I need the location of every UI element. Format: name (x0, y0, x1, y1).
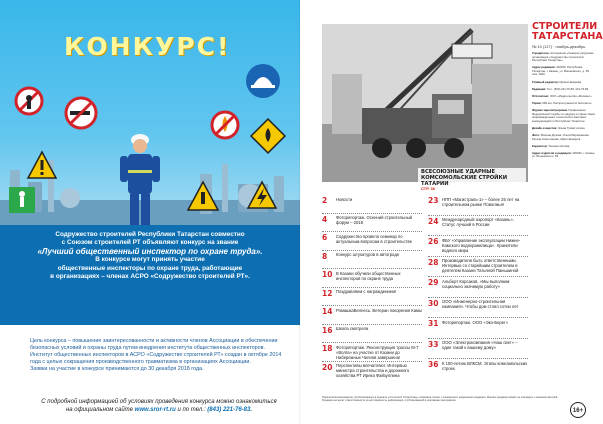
no-smoking-sign-icon (64, 96, 98, 130)
toc-separator (322, 305, 422, 306)
warning-triangle-sign-icon (26, 150, 58, 180)
masthead (532, 52, 596, 162)
emergency-exit-sign-icon (8, 186, 36, 214)
toc-entry-title: Производители быть ответственными. Интервью со старейшим строителем и деятелем Казани Татьяной Паньшиной (442, 258, 519, 273)
toc-page-number: 28 (428, 257, 439, 267)
masthead-text: 999 экз. Распространяется бесплатно (542, 100, 592, 105)
toc-page-number: 18 (322, 344, 333, 353)
masthead-heading: Адрес издателя и редакции: (532, 150, 572, 155)
toc-page-number: 12 (322, 288, 333, 298)
banner-line-2: с Союзом строителей РТ объявляют конкурс на звание (61, 239, 239, 247)
photo-caption (418, 168, 526, 190)
masthead-text: Марина Дулова, Ольга Мирзаханова, Регина Ахметзянова, Айрат Шакиров (532, 132, 590, 141)
toc-entry-title: ООО «Электрокомпания «Наш свет» – один такой к вашему дому» (442, 340, 518, 350)
toc-separator (428, 297, 528, 298)
toc-entry-title: Фоторепортаж. ООО «Эко-Берег» (442, 319, 508, 325)
contest-institute-paragraph: Институт общественных инспекторов в АСРО «Содружество строителей РТ» создан в октябре 2014 года с целью сокращения производственного травматизма в организациях Ассоциации. (30, 352, 282, 365)
masthead-text: Элина Тухватуллина (557, 125, 585, 130)
toc-entry-title: Альберт Корсаков. «Мы выполним социально значимую работу» (442, 278, 510, 289)
hard-hat-required-sign-icon (244, 62, 282, 100)
toc-separator (322, 361, 422, 362)
toc-page-number: 33 (428, 339, 439, 349)
toc-page-number: 4 (322, 214, 328, 224)
phone-prefix: и по тел.: (175, 407, 208, 413)
toc-entry-title: Перспективы впечатляют. Интервью министра строительства и дорожного хозяйства РТ Ирека Файзуллина (336, 363, 410, 378)
masthead-heading: Корректор: (532, 143, 548, 148)
toc-page-number: 20 (322, 362, 333, 372)
toc-page-number: 26 (428, 237, 439, 246)
masthead-block (532, 81, 596, 85)
page-gutter (299, 0, 301, 424)
crane-archive-photo (322, 24, 528, 191)
toc-separator (428, 338, 528, 339)
banner-line-1: Содружество строителей Республики Татарстан совместно (55, 231, 245, 238)
no-fire-sign-icon (210, 110, 240, 140)
masthead-block (532, 145, 596, 149)
photo-caption-page: СТР. 36 (421, 186, 435, 191)
contest-title: КОНКУРС! (64, 32, 231, 61)
contents-page (300, 0, 603, 424)
masthead-heading: Дизайн и верстка: (532, 125, 558, 130)
masthead-block (532, 109, 596, 123)
toc-page-number: 14 (322, 307, 333, 316)
flammable-warning-sign-icon (252, 120, 284, 152)
masthead-heading: Главный редактор: (532, 79, 559, 84)
toc-separator (322, 324, 422, 325)
toc-page-number: 23 (428, 196, 439, 205)
toc-entry-title: Поздравляем с награждением! (336, 289, 397, 294)
toc-separator (428, 215, 528, 216)
masthead-block (532, 66, 596, 77)
banner-line-4: В конкурсе могут принять участие (95, 256, 205, 264)
toc-separator (322, 287, 422, 288)
masthead-text: Ассоциация «Саморегулируемая организация «Содружество строителей Республики Татарстан» (532, 51, 594, 63)
contest-deadline-paragraph: Заявки на участие в конкурсе принимаются до 30 декабря 2018 года. (30, 366, 204, 372)
masthead-heading: Редакция: (532, 86, 547, 91)
masthead-text: Управлением Федеральной службы по надзору в сфере связи, информационных технологий и массовых коммуникаций по Республике Татарстан (532, 107, 596, 123)
crane-truck-photo-illustration (322, 24, 528, 182)
masthead-block (532, 152, 596, 159)
contest-page (0, 0, 300, 424)
banner-line-5: общественные инспекторы по охране труда, работающие (57, 264, 243, 272)
no-entry-sign-icon (14, 86, 44, 116)
toc-separator (428, 317, 528, 318)
toc-separator (322, 268, 422, 269)
masthead-block (532, 88, 596, 92)
toc-entry-title: В Казани обучили общественных инспекторов по охране труда (336, 270, 401, 281)
toc-entry-title: РомашкаВелнесь. Ветеран покорения Камы (336, 307, 422, 313)
masthead-heading: Тираж: (532, 100, 542, 105)
masthead-text: 420043, Республика Татарстан, г. Казань, ул. Вишневского, д. 59, пом. 1000 (532, 65, 590, 77)
toc-entry-title: Новости (336, 196, 353, 202)
toc-separator (428, 276, 528, 277)
toc-entry-title: Фоторепортаж. Реконструкция трассы М-7 «Волга» на участке от Казани до Набережных Челнов завершена! (336, 344, 419, 360)
toc-separator (322, 342, 422, 343)
contact-info-prefix: на официальном сайте (66, 407, 135, 413)
masthead-heading: Отпечатано: (532, 93, 550, 98)
masthead-block (532, 102, 596, 106)
photo-caption-title: ВСЕСОЮЗНЫЕ УДАРНЫЕ КОМСОМОЛЬСКИЕ СТРОЙКИ ТАТАРИИ (421, 169, 508, 187)
toc-entry-title: ООО «Инженерно-строительная компания». Чтобы дом стоял сотни лет (442, 299, 519, 309)
toc-entry-title: Фоторепортаж. Осенний строительный форум – 2018 (336, 215, 412, 225)
toc-page-number: 36 (428, 360, 439, 369)
masthead-block (532, 52, 596, 63)
toc-page-number: 31 (428, 319, 439, 328)
toc-page-number: 30 (428, 298, 439, 308)
toc-page-number: 6 (322, 233, 328, 242)
toc-separator (428, 256, 528, 257)
toc-entry-title: Школа смотрела (336, 326, 369, 331)
toc-entry-title: К 100-летию ВЛКСМ. Этапы комсомольских строек (442, 360, 528, 371)
electric-hazard-sign-icon (246, 180, 278, 210)
banner-line-3: «Лучший общественный инспектор по охране труда». (37, 246, 263, 256)
masthead-heading: Журнал зарегистрирован (532, 107, 568, 112)
age-rating-badge: 16+ (570, 402, 586, 418)
contest-contact-info (28, 398, 290, 414)
contest-description (30, 338, 288, 373)
masthead-text: ООО «Издательство «Фолиант» (549, 93, 592, 98)
toc-page-number: 16 (322, 325, 333, 335)
masthead-heading: Адрес редакции: (532, 65, 556, 70)
crane-hazard-sign-icon (186, 180, 220, 212)
masthead-block (532, 134, 596, 141)
toc-separator (322, 231, 422, 232)
toc-entry-title: Международный аэропорт «Казань». Статус лучший в России (442, 217, 514, 227)
issue-number: № 10 (117) · ноябрь-декабрь (532, 44, 586, 49)
toc-page-number: 8 (322, 251, 328, 261)
toc-separator (428, 358, 528, 359)
toc-page-number: 29 (428, 278, 439, 287)
masthead-heading: Учредитель: (532, 51, 550, 55)
toc-separator (322, 213, 422, 214)
contact-info-line-1: С подробной информацией об условиях проведения конкурса можно ознакомиться (41, 399, 277, 405)
masthead-heading: Фото: (532, 132, 540, 137)
toc-entry-title: Содружество провело семинар по актуальным вопросам в строительстве (336, 233, 413, 244)
magazine-title: СТРОИТЕЛИ ТАТАРСТАНА (532, 21, 603, 42)
contest-announcement-banner (0, 225, 300, 325)
toc-page-number: 2 (322, 196, 328, 205)
masthead-block (532, 127, 596, 131)
phone-number: (843) 221-76-83. (207, 407, 252, 413)
toc-entry-title: НПП «Магистраль-1» – более 25 лет на строительном рынке Поволжья! (442, 196, 520, 207)
masthead-text: Тел.: (843) 221-76-83, 221-76-89 (546, 86, 589, 91)
contest-goal-paragraph: Цель конкурса – повышение заинтересованности и активности членов Ассоциации в обеспечении безопасных условий и охраны труда путем внедрения института общественных инспекторов. (30, 338, 278, 351)
masthead-text: Татьяна Орлова (548, 143, 570, 148)
masthead-text: 420043, г. Казань, ул. Вишневского, 59 (532, 150, 596, 159)
website-link[interactable]: www.sror-rt.ru (134, 407, 176, 413)
masthead-block (532, 95, 596, 99)
toc-entry-title: Конкурс штукатуров в автограде (336, 252, 400, 257)
banner-line-6: в организациях – членах АСРО «Содружество строителей РТ». (50, 273, 250, 281)
toc-entry-title: ФБУ «Управление эксплуатации Нижне-Камского водохранилища». Хранители водного мира (442, 237, 521, 253)
toc-page-number: 10 (322, 270, 333, 279)
toc-separator (428, 235, 528, 236)
masthead-text: Ирина Назарова (559, 79, 582, 84)
toc-separator (322, 250, 422, 251)
toc-page-number: 24 (428, 216, 439, 226)
safety-worker-illustration (118, 130, 162, 240)
legal-footer-note: Перепечатка материалов, опубликованных в журнале «Строители Татарстана», возможна только с письменного разрешения редакции. Мнение редакции может не совпадать с мнением авторов. Редакция не несет ответственности за достоверность информации, опубликованной в рекламных материалах. (322, 396, 558, 403)
